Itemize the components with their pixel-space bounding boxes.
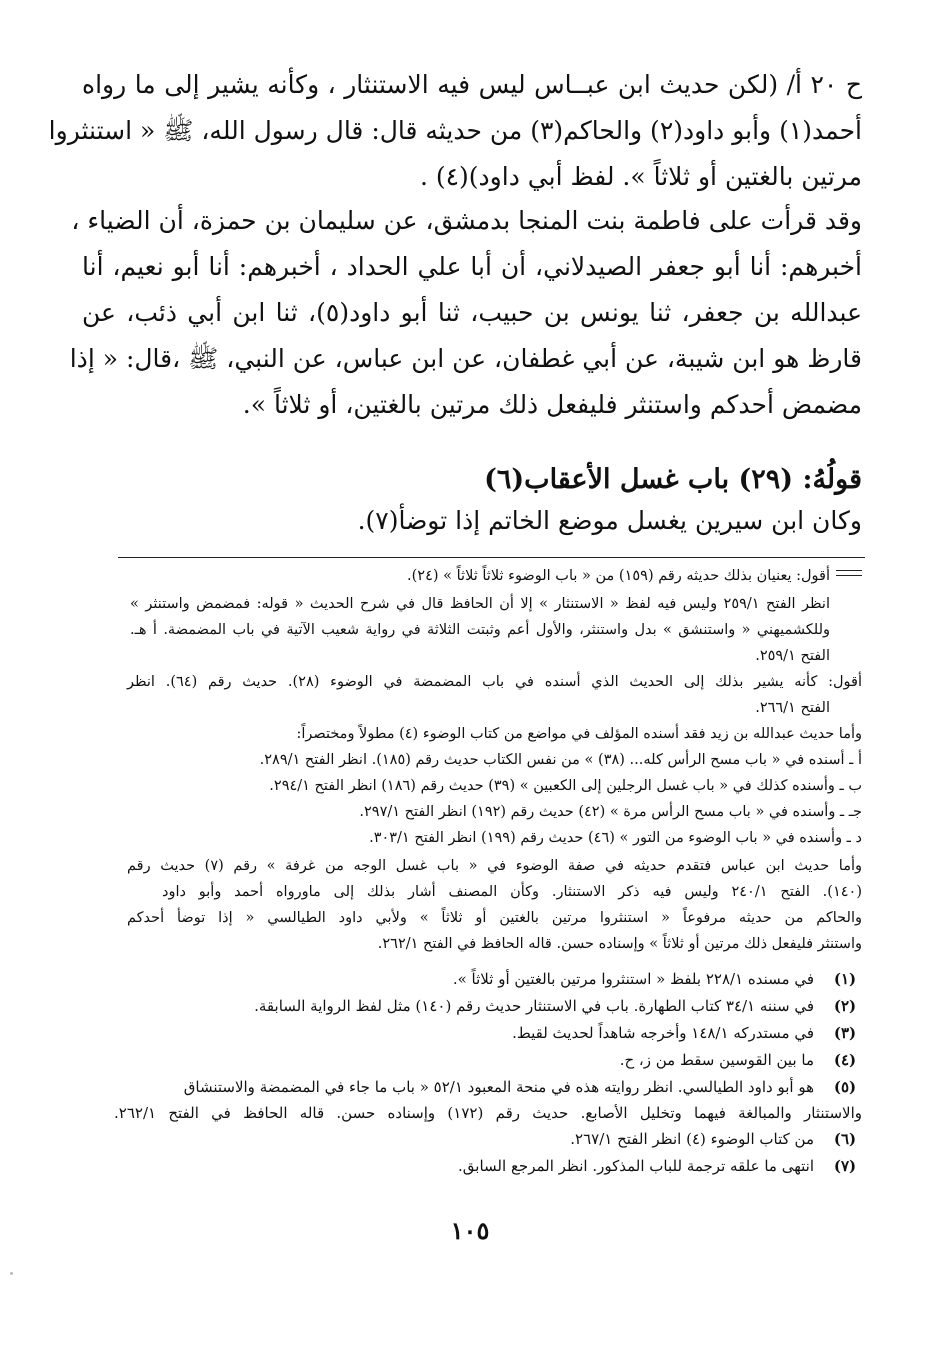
scan-speck [10, 1272, 13, 1275]
note-line: والحاكم من حديثه مرفوعاً « استنثروا مرتين بالغتين أو ثلاثاً » ولأبي داود الطيالسي « إذا توضأ أحدكم [127, 910, 862, 926]
footnote-item [122, 1049, 862, 1073]
main-line: ح ٢٠ أ/ (لكن حديث ابن عبــاس ليس فيه الاستنثار ، وكأنه يشير إلى ما رواه [82, 70, 862, 99]
main-line: مرتين بالغتين أو ثلاثاً ». لفظ أبي داود)(٤) . [419, 162, 862, 191]
note-marker [836, 570, 862, 580]
note-line: ب ـ وأسنده كذلك في « باب غسل الرجلين إلى الكعبين » (٣٩) حديث رقم (١٨٦) انظر الفتح ٢٩٤/١. [269, 778, 862, 794]
footnote-item [122, 1155, 862, 1179]
note-line: وللكشميهني « واستنشق » بدل واستنثر، والأول أعم وثبتت الثلاثة في رواية شعيب الآتية في باب المضمضة. أ هـ. [130, 622, 830, 638]
footnote-number: (١) [833, 970, 857, 988]
main-line: عبدالله بن جعفر، ثنا يونس بن حبيب، ثنا أبو داود(٥)، ثنا ابن أبي ذئب، عن [82, 298, 862, 327]
note-line: (١٤٠). الفتح ٢٤٠/١ وليس فيه ذكر الاستنثار. وكأن المصنف أشار بذلك إلى ماورواه أحمد وأبو داود [162, 884, 862, 900]
chapter-heading: قولُهُ: (٢٩) باب غسل الأعقاب(٦) [484, 464, 862, 495]
main-line: قارظ هو ابن شيبة، عن أبي غطفان، عن ابن عباس، عن النبي، ﷺ ،قال: « إذا [69, 344, 862, 373]
footnote-item [122, 995, 862, 1019]
main-line: أخبرهم: أنا أبو جعفر الصيدلاني، أن أبا علي الحداد ، أخبرهم: أنا أبو نعيم، أنا [82, 252, 862, 281]
note-line: الفتح ٢٥٩/١. [755, 648, 830, 664]
footnote-text: في مسنده ٢٢٨/١ بلفظ « استنثروا مرتين بالغتين أو ثلاثاً ». [452, 970, 814, 988]
chapter-subtext: وكان ابن سيرين يغسل موضع الخاتم إذا توضأ(٧). [357, 506, 862, 535]
footnote-text: من كتاب الوضوء (٤) انظر الفتح ٢٦٧/١. [570, 1130, 814, 1148]
main-line: وقد قرأت على فاطمة بنت المنجا بدمشق، عن سليمان بن حمزة، أن الضياء ، [71, 206, 862, 235]
note-line: وأما حديث ابن عباس فتقدم حديثه في صفة الوضوء في « باب غسل الوجه من غرفة » رقم (٧) حديث رقم [127, 858, 862, 874]
note-line: أقول: يعنيان بذلك حديثه رقم (١٥٩) من « باب الوضوء ثلاثاً ثلاثاً » (٢٤). [407, 568, 830, 584]
note-line: أ ـ أسنده في « باب مسح الرأس كله... (٣٨) » من نفس الكتاب حديث رقم (١٨٥). انظر الفتح ٢٨٩/١. [259, 752, 862, 768]
footnote-text: ما بين القوسين سقط من ز، ح. [619, 1051, 814, 1069]
footnote-divider [118, 557, 865, 558]
note-line: د ـ وأسنده في « باب الوضوء من التور » (٤٦) حديث رقم (١٩٩) انظر الفتح ٣٠٣/١. [369, 830, 862, 846]
note-line: جـ ـ وأسنده في « باب مسح الرأس مرة » (٤٢) حديث رقم (١٩٢) انظر الفتح ٢٩٧/١. [359, 804, 862, 820]
note-line: انظر الفتح ٢٥٩/١ وليس فيه لفظ « الاستنثار » إلا أن الحافظ قال في شرح الحديث « قوله: فمضمض واستنثر » [130, 596, 830, 612]
footnote-item [122, 968, 862, 992]
footnote-text: في سننه ٣٤/١ كتاب الطهارة. باب في الاستنثار حديث رقم (١٤٠) مثل لفظ الرواية السابقة. [254, 997, 814, 1015]
footnote-number: (٢) [833, 997, 857, 1015]
note-line: وأما حديث عبدالله بن زيد فقد أسنده المؤلف في مواضع من كتاب الوضوء (٤) مطولاً ومختصراً: [296, 726, 862, 742]
footnote-number: (٦) [833, 1130, 857, 1148]
footnote-text: انتهى ما علقه ترجمة للباب المذكور. انظر المرجع السابق. [458, 1157, 814, 1175]
main-line: مضمض أحدكم واستنثر فليفعل ذلك مرتين بالغتين، أو ثلاثاً ». [242, 390, 862, 419]
footnote-item [114, 1076, 862, 1126]
footnote-number: (٣) [833, 1024, 857, 1042]
note-line: الفتح ٢٦٦/١. [755, 700, 830, 716]
note-line: أقول: كأنه يشير بذلك إلى الحديث الذي أسنده في باب المضمضة في الوضوء (٢٨). حديث رقم (٦٤). انظر [127, 674, 862, 690]
footnote-text: في مستدركه ١٤٨/١ وأخرجه شاهداً لحديث لقيط. [512, 1024, 814, 1042]
footnote-continuation: والاستنثار والمبالغة فيهما وتخليل الأصابع. حديث رقم (١٧٢) وإسناده حسن. قاله الحافظ في الفتح ٢٦٢/١. [114, 1104, 862, 1122]
footnote-text: هو أبو داود الطيالسي. انظر روايته هذه في منحة المعبود ٥٢/١ « باب ما جاء في المضمضة والاستنشاق [183, 1078, 814, 1096]
footnote-number: (٧) [833, 1157, 857, 1175]
footnote-item [122, 1022, 862, 1046]
page-number: ١٠٥ [450, 1216, 490, 1245]
main-line: أحمد(١) وأبو داود(٢) والحاكم(٣) من حديثه قال: قال رسول الله، ﷺ « استنثروا [48, 116, 862, 145]
footnote-item [122, 1128, 862, 1152]
note-line: واستنثر فليفعل ذلك مرتين أو ثلاثاً » وإسناده حسن. قاله الحافظ في الفتح ٢٦٢/١. [377, 936, 862, 952]
footnote-number: (٤) [833, 1051, 857, 1069]
footnote-number: (٥) [833, 1078, 857, 1096]
